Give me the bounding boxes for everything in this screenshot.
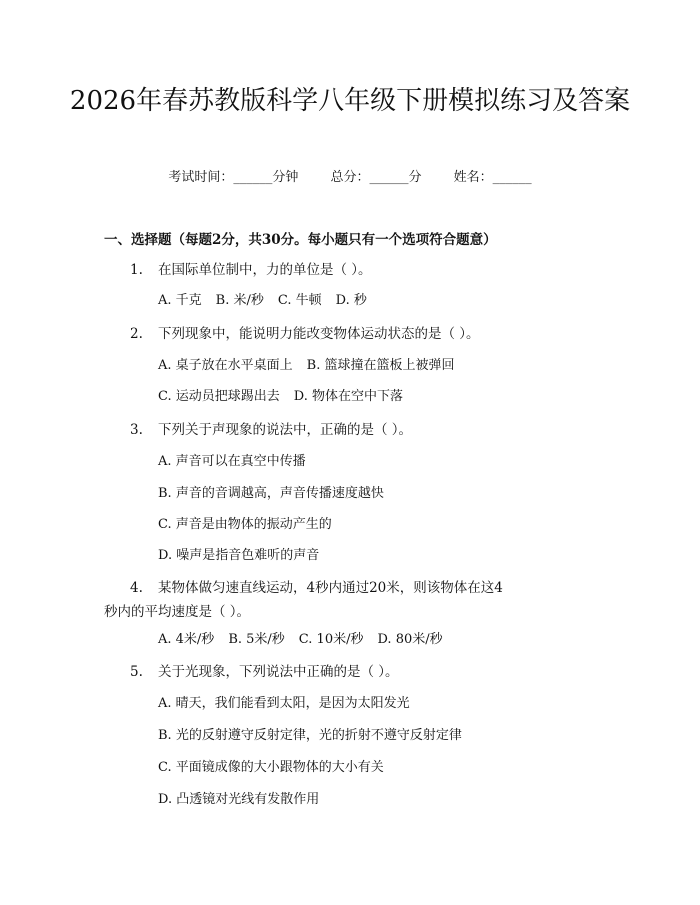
- options-row: [158, 387, 417, 407]
- question-number: 2.: [130, 326, 143, 342]
- student-name: 姓名：______: [453, 170, 532, 185]
- option-d: D. 物体在空中下落: [293, 389, 403, 404]
- question-stem: 关于光现象，下列说法中正确的是（ ）。: [158, 664, 399, 680]
- option-a: A. 4米/秒: [158, 632, 215, 647]
- option-c: C. 10米/秒: [298, 632, 364, 647]
- option-b: B. 篮球撞在篮板上被弹回: [306, 358, 455, 373]
- options-row: [158, 630, 457, 650]
- question-number: 3.: [130, 422, 143, 438]
- question-3: [130, 420, 412, 440]
- options-row: [158, 291, 381, 311]
- question-4: [104, 576, 504, 624]
- option-a: A. 晴天，我们能看到太阳，是因为太阳发光: [158, 696, 410, 711]
- option-c: C. 运动员把球踢出去: [158, 389, 280, 404]
- total-score: 总分：______分: [330, 170, 422, 185]
- question-stem: 下列现象中，能说明力能改变物体运动状态的是（ ）。: [158, 326, 480, 342]
- option-d: D. 秒: [335, 293, 367, 308]
- exam-meta: [0, 168, 700, 188]
- exam-time: 考试时间：______分钟: [168, 170, 299, 185]
- question-stem: 某物体做匀速直线运动，4秒内通过20米，则该物体在这4秒内的平均速度是（ ）。: [104, 580, 503, 620]
- question-number: 1.: [130, 262, 143, 278]
- option-b: B. 声音的音调越高，声音传播速度越快: [158, 486, 384, 501]
- question-number: 5.: [130, 664, 143, 680]
- option-b: B. 光的反射遵守反射定律，光的折射不遵守反射定律: [158, 728, 462, 743]
- option-b: B. 5米/秒: [228, 632, 285, 647]
- options-row: [158, 356, 468, 376]
- question-5: [130, 662, 399, 682]
- option-c: C. 平面镜成像的大小跟物体的大小有关: [158, 760, 384, 775]
- question-2: [130, 324, 480, 344]
- option-c: C. 牛顿: [277, 293, 322, 308]
- option-c: C. 声音是由物体的振动产生的: [158, 517, 332, 532]
- question-1: [130, 260, 372, 280]
- option-d: D. 凸透镜对光线有发散作用: [158, 792, 320, 807]
- option-d: D. 噪声是指音色难听的声音: [158, 548, 320, 563]
- section-heading: 一、选择题（每题2分，共30分。每小题只有一个选项符合题意）: [104, 232, 497, 248]
- page-title: 2026年春苏教版科学八年级下册模拟练习及答案: [69, 86, 631, 116]
- option-d: D. 80米/秒: [377, 632, 443, 647]
- question-stem: 在国际单位制中，力的单位是（ ）。: [158, 262, 372, 278]
- option-a: A. 千克: [158, 293, 202, 308]
- option-b: B. 米/秒: [215, 293, 264, 308]
- option-a: A. 声音可以在真空中传播: [158, 454, 306, 469]
- question-stem: 下列关于声现象的说法中，正确的是（ ）。: [158, 422, 413, 438]
- question-number: 4.: [130, 580, 143, 596]
- option-a: A. 桌子放在水平桌面上: [158, 358, 293, 373]
